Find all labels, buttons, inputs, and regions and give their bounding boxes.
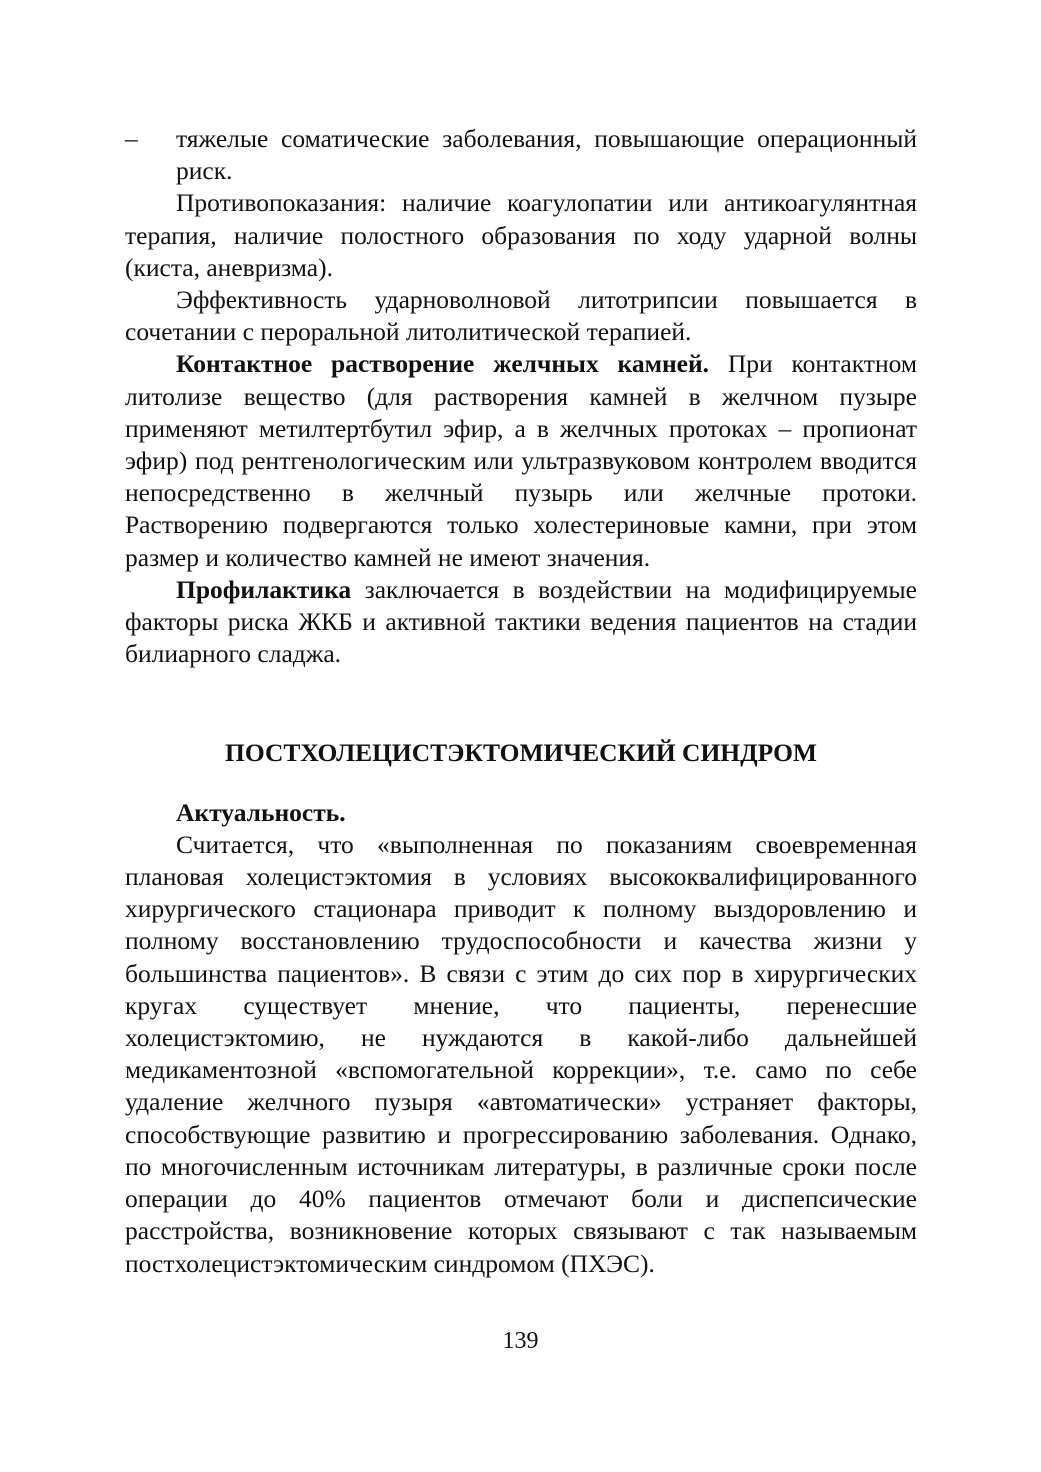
dash-marker: –: [125, 124, 138, 153]
prophylaxis-text: заключается в воздействии на модифицируемые факторы риска ЖКБ и активной тактики ведения пациентов на стадии билиарного сладжа.: [125, 574, 917, 669]
list-item-text: тяжелые соматические заболевания, повышающие операционный риск.: [176, 124, 917, 186]
section-title: ПОСТХОЛЕЦИСТЭКТОМИЧЕСКИЙ СИНДРОМ: [224, 738, 818, 768]
document-page: [125, 123, 917, 1280]
relevance-paragraph: Считается, что «выполненная по показаниям своевременная плановая холецистэктомия в условиях высококвалифицированного хирургического стационара приводит к полному выздоровлению и полному восстановлению трудоспособности и качества жизни у большинства пациентов». В связи с этим до сих пор в хирургических кругах существует мнение, что пациенты, перенесшие холецистэктомию, не нуждаются в какой-либо дальнейшей медикаментозной «вспомогательной коррекции», т.е. само по себе удаление желчного пузыря «автоматически» устраняет факторы, способствующие развитию и прогрессированию заболевания. Однако, по многочисленным источникам литературы, в различные сроки после операции до 40% пациентов отмечают боли и диспепсические расстройства, возникновение которых связывают с так называемым постхолецистэктомическим синдромом (ПХЭС).: [125, 829, 917, 1278]
contact-dissolution-text: При контактном литолизе вещество (для растворения камней в желчном пузыре применяют метилтертбутил эфир, а в желчных протоках – пропионат эфир) под рентгенологическим или ультразвуковом контролем вводится непосредственно в желчный пузырь или желчные протоки. Растворению подвергаются только холестериновые камни, при этом размер и количество камней не имеют значения.: [125, 349, 917, 572]
efficiency-paragraph: Эффективность ударноволновой литотрипсии повышается в сочетании с пероральной литолитической терапией.: [125, 285, 917, 347]
contact-dissolution-paragraph: [125, 348, 917, 573]
page-number: 139: [502, 1328, 539, 1354]
list-item: [125, 123, 917, 187]
contact-dissolution-term: Контактное растворение желчных камней.: [176, 349, 710, 379]
subsection-title: Актуальность.: [176, 797, 346, 827]
prophylaxis-paragraph: [125, 574, 917, 671]
prophylaxis-term: Профилактика: [176, 574, 352, 604]
contraindications-paragraph: Противопоказания: наличие коагулопатии или антикоагулянтная терапия, наличие полостного образования по ходу ударной волны (киста, аневризма).: [125, 188, 917, 282]
